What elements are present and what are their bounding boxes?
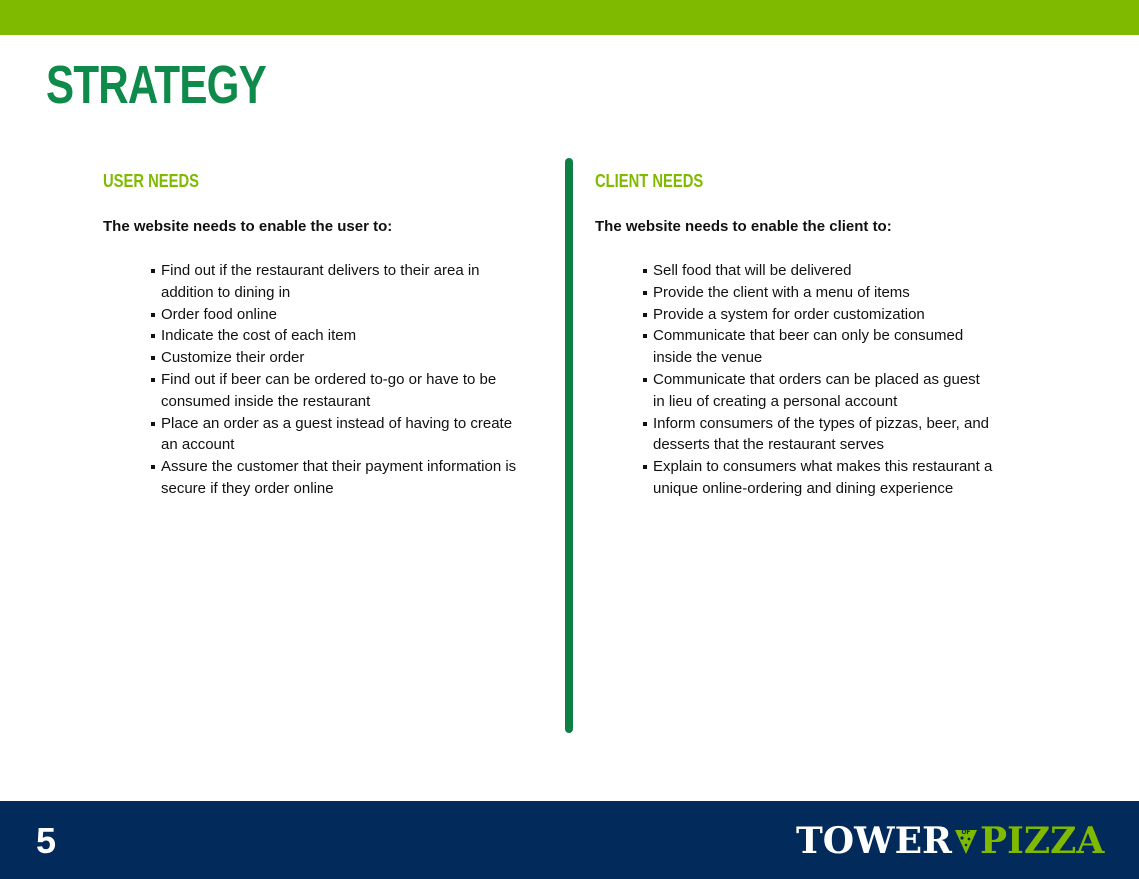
- list-item: Find out if beer can be ordered to-go or have to be consumed inside the restaurant: [151, 369, 531, 413]
- list-item: Provide a system for order customization: [643, 304, 993, 326]
- logo-word-tower: TOWER: [796, 820, 952, 862]
- bullet-icon: [151, 378, 155, 382]
- client-needs-heading: CLIENT NEEDS: [595, 171, 704, 191]
- client-needs-intro: The website needs to enable the client to:: [595, 218, 892, 235]
- list-item: Provide the client with a menu of items: [643, 282, 993, 304]
- list-item: Sell food that will be delivered: [643, 260, 993, 282]
- tower-of-pizza-logo: [796, 821, 1104, 861]
- user-needs-column: [103, 170, 543, 500]
- bullet-icon: [151, 313, 155, 317]
- list-item: Communicate that orders can be placed as guest in lieu of creating a personal account: [643, 369, 993, 413]
- bullet-icon: [643, 291, 647, 295]
- footer-bar: [0, 801, 1139, 879]
- list-item: Order food online: [151, 304, 531, 326]
- bullet-icon: [643, 422, 647, 426]
- list-item: Find out if the restaurant delivers to their area in addition to dining in: [151, 260, 531, 304]
- user-needs-intro: The website needs to enable the user to:: [103, 218, 393, 235]
- logo-connector: OF: [961, 829, 971, 836]
- list-item: Indicate the cost of each item: [151, 325, 531, 347]
- page-title: STRATEGY: [46, 55, 266, 115]
- list-item: Communicate that beer can only be consumed inside the venue: [643, 325, 993, 369]
- bullet-icon: [643, 269, 647, 273]
- pizza-slice-icon: [954, 827, 978, 855]
- list-item: Place an order as a guest instead of having to create an account: [151, 413, 531, 457]
- bullet-icon: [151, 334, 155, 338]
- user-needs-list: [151, 260, 531, 500]
- logo-word-pizza: PIZZA: [979, 820, 1105, 862]
- bullet-icon: [151, 422, 155, 426]
- list-item: Inform consumers of the types of pizzas, beer, and desserts that the restaurant serves: [643, 413, 993, 457]
- list-item: Explain to consumers what makes this restaurant a unique online-ordering and dining experience: [643, 456, 993, 500]
- client-needs-column: [595, 170, 1035, 500]
- bullet-icon: [643, 465, 647, 469]
- list-item: Assure the customer that their payment information is secure if they order online: [151, 456, 531, 500]
- page-number: 5: [36, 820, 57, 861]
- top-accent-bar: [0, 0, 1139, 35]
- bullet-icon: [151, 356, 155, 360]
- bullet-icon: [151, 269, 155, 273]
- list-item: Customize their order: [151, 347, 531, 369]
- column-divider: [565, 158, 573, 733]
- bullet-icon: [643, 334, 647, 338]
- client-needs-list: [643, 260, 993, 500]
- bullet-icon: [643, 313, 647, 317]
- bullet-icon: [643, 378, 647, 382]
- user-needs-heading: USER NEEDS: [103, 171, 199, 191]
- bullet-icon: [151, 465, 155, 469]
